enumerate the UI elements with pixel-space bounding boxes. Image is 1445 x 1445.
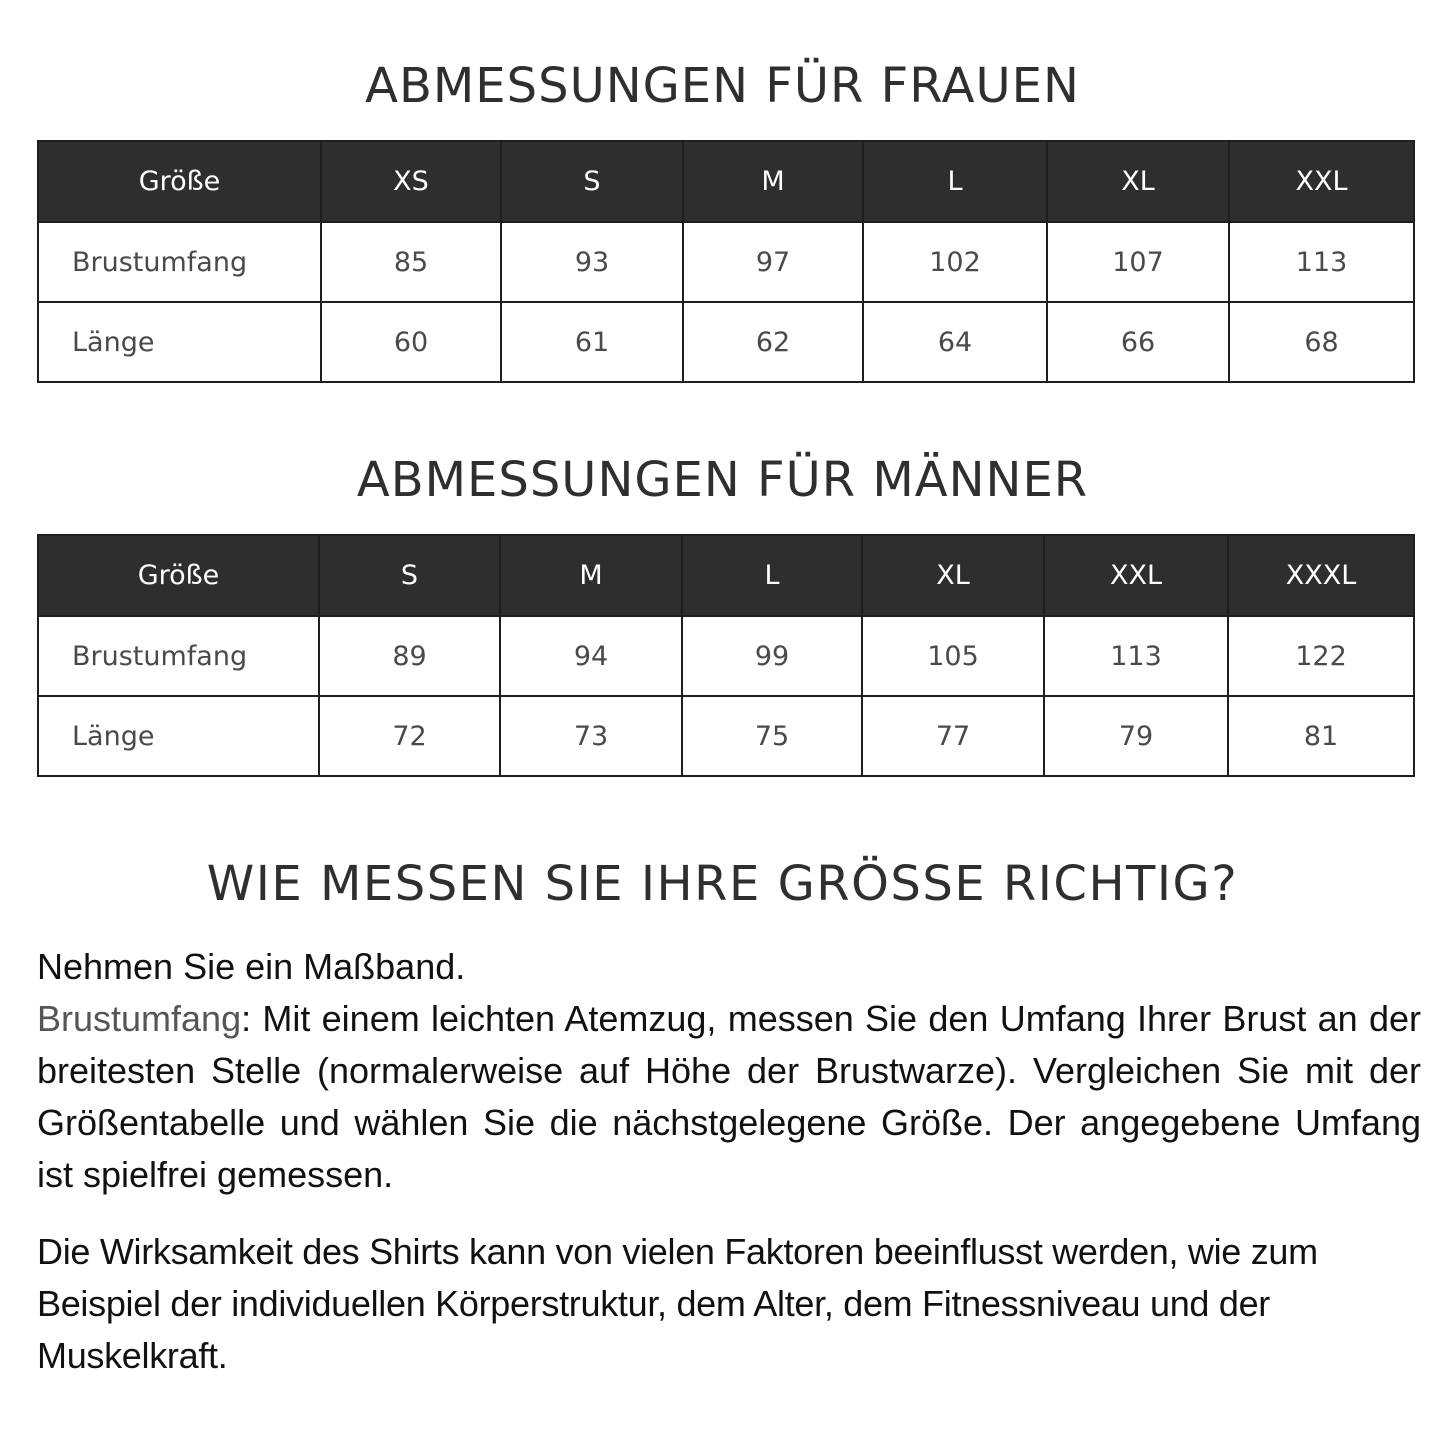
column-header: XS <box>321 141 501 222</box>
column-header: S <box>319 535 500 616</box>
chest-term: Brustumfang <box>37 998 242 1039</box>
men-size-table <box>37 534 1415 777</box>
table-cell: 85 <box>321 222 501 302</box>
table-header-row <box>38 141 1414 222</box>
table-cell: 68 <box>1229 302 1414 382</box>
table-cell: 89 <box>319 616 500 696</box>
intro-text: Nehmen Sie ein Maßband. <box>37 946 466 987</box>
row-label: Länge <box>38 696 319 776</box>
table-cell: 105 <box>862 616 1044 696</box>
table-cell: 79 <box>1044 696 1228 776</box>
column-header: S <box>501 141 683 222</box>
table-header-row <box>38 535 1414 616</box>
column-header-size: Größe <box>38 535 319 616</box>
men-size-title: ABMESSUNGEN FÜR MÄNNER <box>356 452 1089 508</box>
how-to-measure-title: WIE MESSEN SIE IHRE GRÖSSE RICHTIG? <box>206 856 1239 912</box>
table-cell: 60 <box>321 302 501 382</box>
effectiveness-note: Die Wirksamkeit des Shirts kann von vielen Faktoren beeinflusst werden, wie zum Beispiel der individuellen Körperstruktur, dem Alter, dem Fitnessniveau und der Muskelkraft. <box>37 1231 1318 1376</box>
table-cell: 113 <box>1044 616 1228 696</box>
column-header: L <box>682 535 862 616</box>
row-label: Brustumfang <box>38 222 321 302</box>
table-cell: 122 <box>1228 616 1414 696</box>
column-header: XXXL <box>1228 535 1414 616</box>
table-cell: 66 <box>1047 302 1229 382</box>
table-cell: 72 <box>319 696 500 776</box>
table-row <box>38 222 1414 302</box>
table-row <box>38 302 1414 382</box>
table-cell: 73 <box>500 696 682 776</box>
table-cell: 113 <box>1229 222 1414 302</box>
table-cell: 64 <box>863 302 1047 382</box>
table-cell: 99 <box>682 616 862 696</box>
column-header-size: Größe <box>38 141 321 222</box>
table-cell: 97 <box>683 222 863 302</box>
table-cell: 81 <box>1228 696 1414 776</box>
column-header: L <box>863 141 1047 222</box>
table-cell: 75 <box>682 696 862 776</box>
table-cell: 94 <box>500 616 682 696</box>
measuring-instructions <box>37 941 1421 1201</box>
column-header: XL <box>862 535 1044 616</box>
table-cell: 61 <box>501 302 683 382</box>
table-cell: 93 <box>501 222 683 302</box>
column-header: XL <box>1047 141 1229 222</box>
column-header: XXL <box>1229 141 1414 222</box>
row-label: Länge <box>38 302 321 382</box>
chest-instructions: : Mit einem leichten Atemzug, messen Sie den Umfang Ihrer Brust an der breitesten Stelle (normalerweise auf Höhe der Brustwarze). Vergleichen Sie mit der Größentabelle und wählen Sie die nächstgelegene Größe. Der angegebene Umfang ist spielfrei gemessen. <box>37 998 1421 1195</box>
women-size-table <box>37 140 1415 383</box>
column-header: M <box>683 141 863 222</box>
row-label: Brustumfang <box>38 616 319 696</box>
table-cell: 62 <box>683 302 863 382</box>
table-row <box>38 696 1414 776</box>
table-row <box>38 616 1414 696</box>
table-cell: 102 <box>863 222 1047 302</box>
women-size-title: ABMESSUNGEN FÜR FRAUEN <box>365 58 1080 114</box>
column-header: XXL <box>1044 535 1228 616</box>
table-cell: 107 <box>1047 222 1229 302</box>
column-header: M <box>500 535 682 616</box>
table-cell: 77 <box>862 696 1044 776</box>
